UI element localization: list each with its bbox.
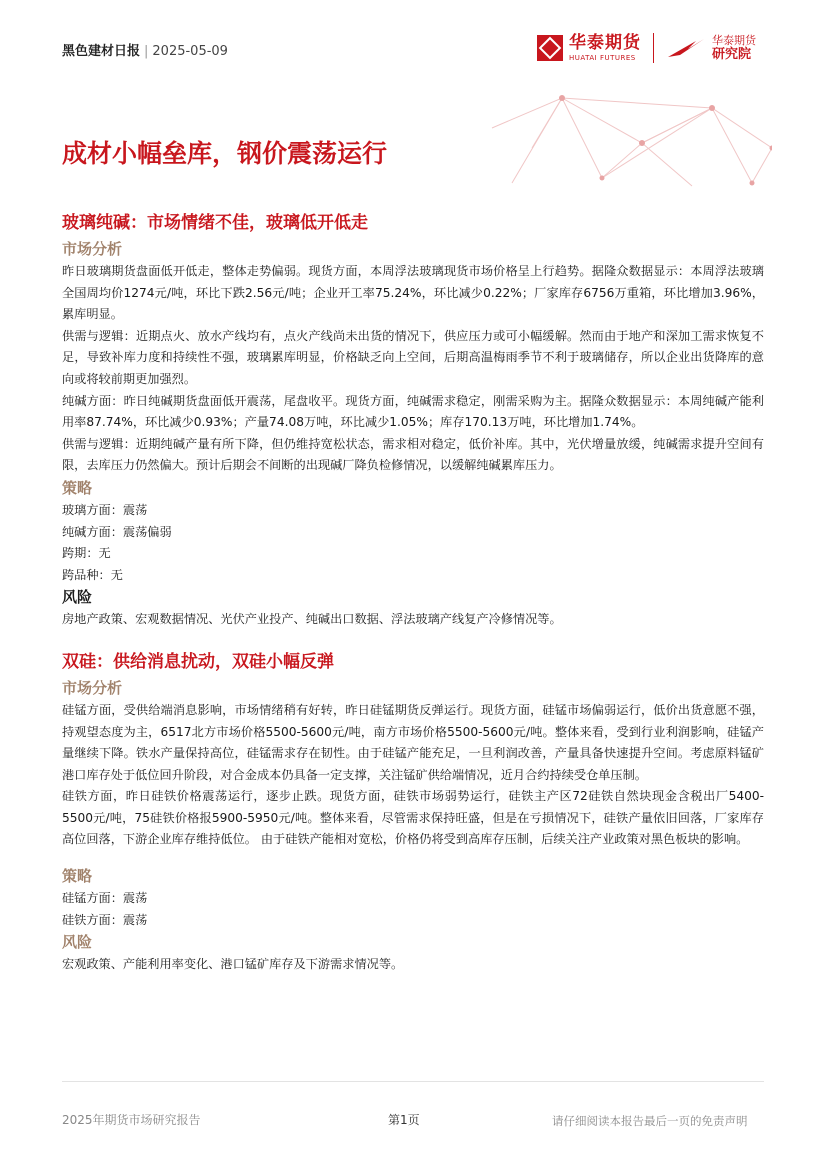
institute-logo-icon <box>666 37 706 59</box>
network-pattern-icon <box>472 88 772 188</box>
company-logo <box>537 30 756 66</box>
risk-text: 房地产政策、宏观数据情况、光伏产业投产、纯碱出口数据、浮法玻璃产线复产冷修情况等。 <box>62 612 562 627</box>
section-title-glass-soda: 玻璃纯碱：市场情绪不佳，玻璃低开低走 <box>62 213 368 233</box>
title-banner <box>52 88 772 188</box>
analysis-paragraph: 纯碱方面：昨日纯碱期货盘面低开震荡，尾盘收平。现货方面，纯碱需求稳定，刚需采购为主。据隆众数据显示：本周纯碱产能利用率87.74%，环比减少0.93%；产量74.08万吨，环比减少1.05%；库存170.13万吨，环比增加1.74%。 <box>62 393 764 430</box>
risk-heading: 风险 <box>62 933 93 952</box>
report-title: 成材小幅垒库，钢价震荡运行 <box>62 139 388 168</box>
section-title-ferroalloy: 双硅：供给消息扰动，双硅小幅反弹 <box>62 651 334 672</box>
analysis-paragraph: 供需与逻辑：近期纯碱产量有所下降，但仍维持宽松状态，需求相对稳定，低价补库。其中，光伏增量放缓，纯碱需求提升空间有限，去库压力仍然偏大。预计后期会不间断的出现碱厂降负检修情况，以缓解纯碱累库压力。 <box>62 436 764 473</box>
analysis-paragraph: 供需与逻辑：近期点火、放水产线均有，点火产线尚未出货的情况下，供应压力或可小幅缓解。然而由于地产和深加工需求恢复不足，导致补库力度和持续性不强，玻璃累库明显，价格缺乏向上空间，后期高温梅雨季节不利于玻璃储存，所以企业出货降库的意向或将较前期更加强烈。 <box>62 328 764 386</box>
strategy-line: 跨期：无 <box>62 546 111 561</box>
disclaimer-note: 请仔细阅读本报告最后一页的免责声明 <box>552 1114 748 1128</box>
page-footer <box>0 1080 826 1169</box>
strategy-heading: 策略 <box>62 478 93 497</box>
strategy-line: 硅铁方面：震荡 <box>62 912 148 927</box>
analysis-paragraph: 昨日玻璃期货盘面低开低走，整体走势偏弱。现货方面，本周浮法玻璃现货市场价格呈上行趋势。据隆众数据显示：本周浮法玻璃全国周均价1274元/吨，环比下跌2.56元/吨；企业开工率75.24%，环比减少0.22%；厂家库存6756万重箱，环比增加3.96%，累库明显。 <box>62 264 764 322</box>
page-number: 第1页 <box>388 1113 420 1127</box>
page-header <box>0 0 826 80</box>
logo-name-en: HUATAI FUTURES <box>569 53 636 62</box>
strategy-line: 玻璃方面：震荡 <box>62 502 148 517</box>
risk-heading: 风险 <box>62 588 93 607</box>
analysis-paragraph: 硅锰方面，受供给端消息影响，市场情绪稍有好转，昨日硅锰期货反弹运行。现货方面，硅锰市场偏弱运行，低价出货意愿不强，持观望态度为主，6517北方市场价格5500-5600元/吨，南方市场价格5500-5600元/吨。整体来看，受到行业利润影响，硅锰产量继续下降。铁水产量保持高位，硅锰需求存在韧性。由于硅锰产能充足，一旦利润改善，产量具备快速提升空间。考虑原料锰矿港口库存处于低位回升阶段，对合金成本仍具备一定支撑，关注锰矿供给端情况，近月合约持续受仓单压制。 <box>62 702 764 782</box>
report-body <box>62 208 764 976</box>
analysis-paragraph: 硅铁方面，昨日硅铁价格震荡运行，逐步止跌。现货方面，硅铁市场弱势运行，硅铁主产区72硅铁自然块现金含税出厂5400-5500元/吨，75硅铁价格报5900-5950元/吨。整体来看，尽管需求保持旺盛，但是在亏损情况下，硅铁产量依旧回落，厂家库存高位回落，下游企业库存维持低位。 由于硅铁产能相对宽松，价格仍将受到高库存压制，后续关注产业政策对黑色板块的影响。 <box>62 789 764 847</box>
doc-type: 黑色建材日报 <box>62 44 141 59</box>
institute-name: 华泰期货 研究院 <box>712 33 756 62</box>
logo-name-cn: 华泰期货 <box>569 32 641 53</box>
strategy-heading: 策略 <box>62 867 93 886</box>
doc-tag: 黑色建材日报 | 2025-05-09 <box>62 44 228 59</box>
risk-text: 宏观政策、产能利用率变化、港口锰矿库存及下游需求情况等。 <box>62 957 404 972</box>
footer-report-name: 2025年期货市场研究报告 <box>62 1113 201 1127</box>
strategy-line: 跨品种：无 <box>62 567 123 582</box>
market-analysis-heading: 市场分析 <box>62 678 123 697</box>
huatai-logo-icon <box>537 35 563 61</box>
market-analysis-heading: 市场分析 <box>62 240 123 258</box>
strategy-line: 硅锰方面：震荡 <box>62 891 148 906</box>
strategy-line: 纯碱方面：震荡偏弱 <box>62 524 172 539</box>
report-date: 2025-05-09 <box>152 44 228 59</box>
